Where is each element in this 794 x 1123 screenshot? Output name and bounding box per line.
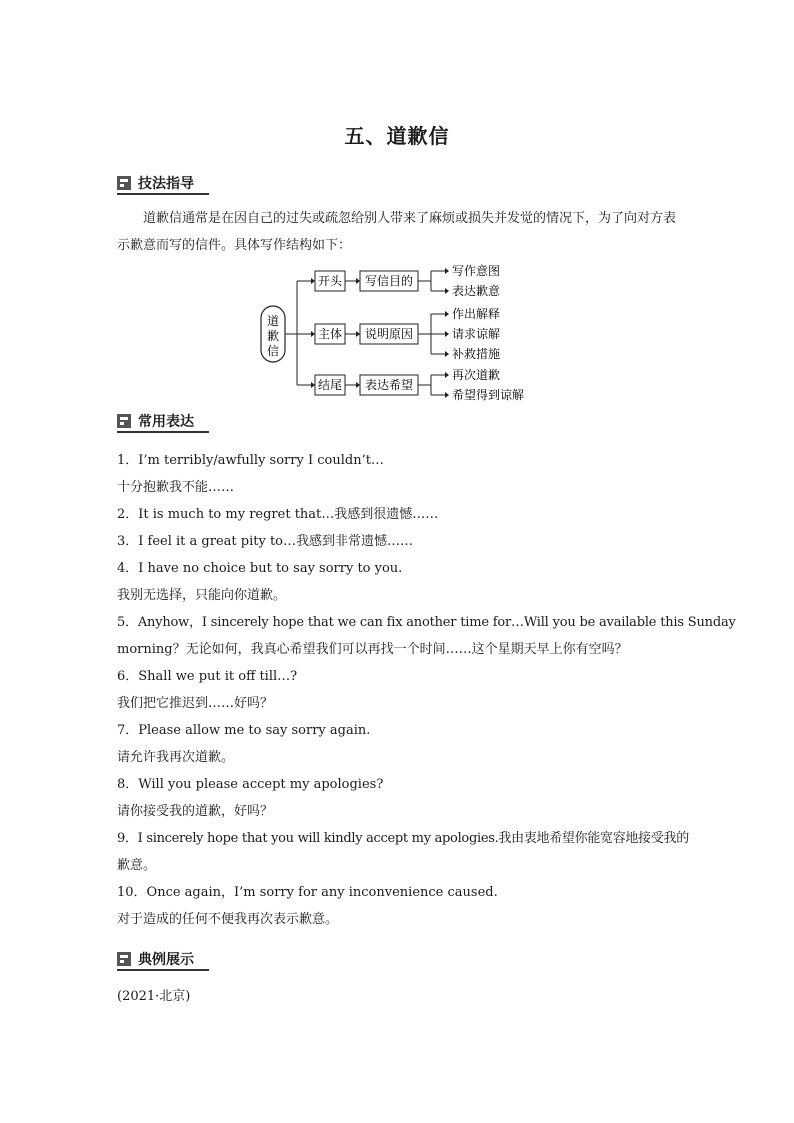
node-3: 结尾 xyxy=(317,378,343,392)
section-header-examples xyxy=(117,948,207,970)
expression-line: 6．Shall we put it off till…? xyxy=(117,669,298,684)
section-underline xyxy=(117,431,209,433)
section-header-expressions xyxy=(117,410,207,432)
structure-diagram xyxy=(255,262,545,407)
expression-line: 我别无选择，只能向你道歉。 xyxy=(117,588,287,603)
expression-line: 9．I sincerely hope that you will kindly accept my apologies.我由衷地希望你能宽容地接受我的 xyxy=(117,831,689,846)
section-header-technique xyxy=(117,172,207,194)
root-char-2: 歉 xyxy=(266,329,280,343)
leaf-2: 表达歉意 xyxy=(452,284,501,298)
expression-line: 5．Anyhow，I sincerely hope that we can fix another time for…Will you be available this Sunday xyxy=(117,615,736,630)
section-title: 常用表达 xyxy=(138,414,194,430)
subnode-3: 表达希望 xyxy=(364,378,414,392)
expression-line: 1．I’m terribly/awfully sorry I couldn’t… xyxy=(117,453,384,468)
expression-line: 7．Please allow me to say sorry again. xyxy=(117,723,371,738)
section-marker-icon xyxy=(117,176,131,190)
root-char-3: 信 xyxy=(266,344,280,358)
section-marker-icon xyxy=(117,414,131,428)
expression-line: 十分抱歉我不能…… xyxy=(117,480,235,495)
source-label: (2021·北京) xyxy=(117,989,191,1004)
expression-line: 对于造成的任何不便我再次表示歉意。 xyxy=(117,912,339,927)
section-marker-icon xyxy=(117,952,131,966)
node-2: 主体 xyxy=(317,327,343,341)
leaf-1: 写作意图 xyxy=(452,264,501,278)
page-title: 五、道歉信 xyxy=(344,124,450,148)
leaf-4: 请求谅解 xyxy=(452,327,501,341)
leaf-7: 希望得到谅解 xyxy=(452,388,525,402)
leaf-5: 补救措施 xyxy=(452,347,501,361)
section-title: 典例展示 xyxy=(138,952,194,968)
subnode-1: 写信目的 xyxy=(364,274,414,288)
root-char-1: 道 xyxy=(266,314,280,328)
expression-line: 我们把它推迟到……好吗？ xyxy=(117,696,274,711)
intro-paragraph: 道歉信通常是在因自己的过失或疏忽给别人带来了麻烦或损失并发觉的情况下，为了向对方表示歉意而写的信件。具体写作结构如下： xyxy=(117,211,677,253)
subnode-2: 说明原因 xyxy=(364,327,414,341)
section-underline xyxy=(117,969,209,971)
leaf-6: 再次道歉 xyxy=(452,368,501,382)
node-1: 开头 xyxy=(317,274,343,288)
section-underline xyxy=(117,193,209,195)
leaf-3: 作出解释 xyxy=(452,307,501,321)
section-title: 技法指导 xyxy=(138,176,194,192)
expression-line: 8．Will you please accept my apologies? xyxy=(117,777,384,792)
expression-line: 3．I feel it a great pity to…我感到非常遗憾…… xyxy=(117,534,413,549)
expression-line: 请允许我再次道歉。 xyxy=(117,750,235,765)
expression-line: 4．I have no choice but to say sorry to you. xyxy=(117,561,403,576)
expression-line: morning？无论如何，我真心希望我们可以再找一个时间……这个星期天早上你有空吗？ xyxy=(117,642,628,657)
expression-line: 10．Once again，I’m sorry for any inconvenience caused. xyxy=(117,885,498,900)
expression-line: 请你接受我的道歉，好吗？ xyxy=(117,804,274,819)
expression-line: 歉意。 xyxy=(117,858,157,873)
expression-line: 2．It is much to my regret that…我感到很遗憾…… xyxy=(117,507,439,522)
